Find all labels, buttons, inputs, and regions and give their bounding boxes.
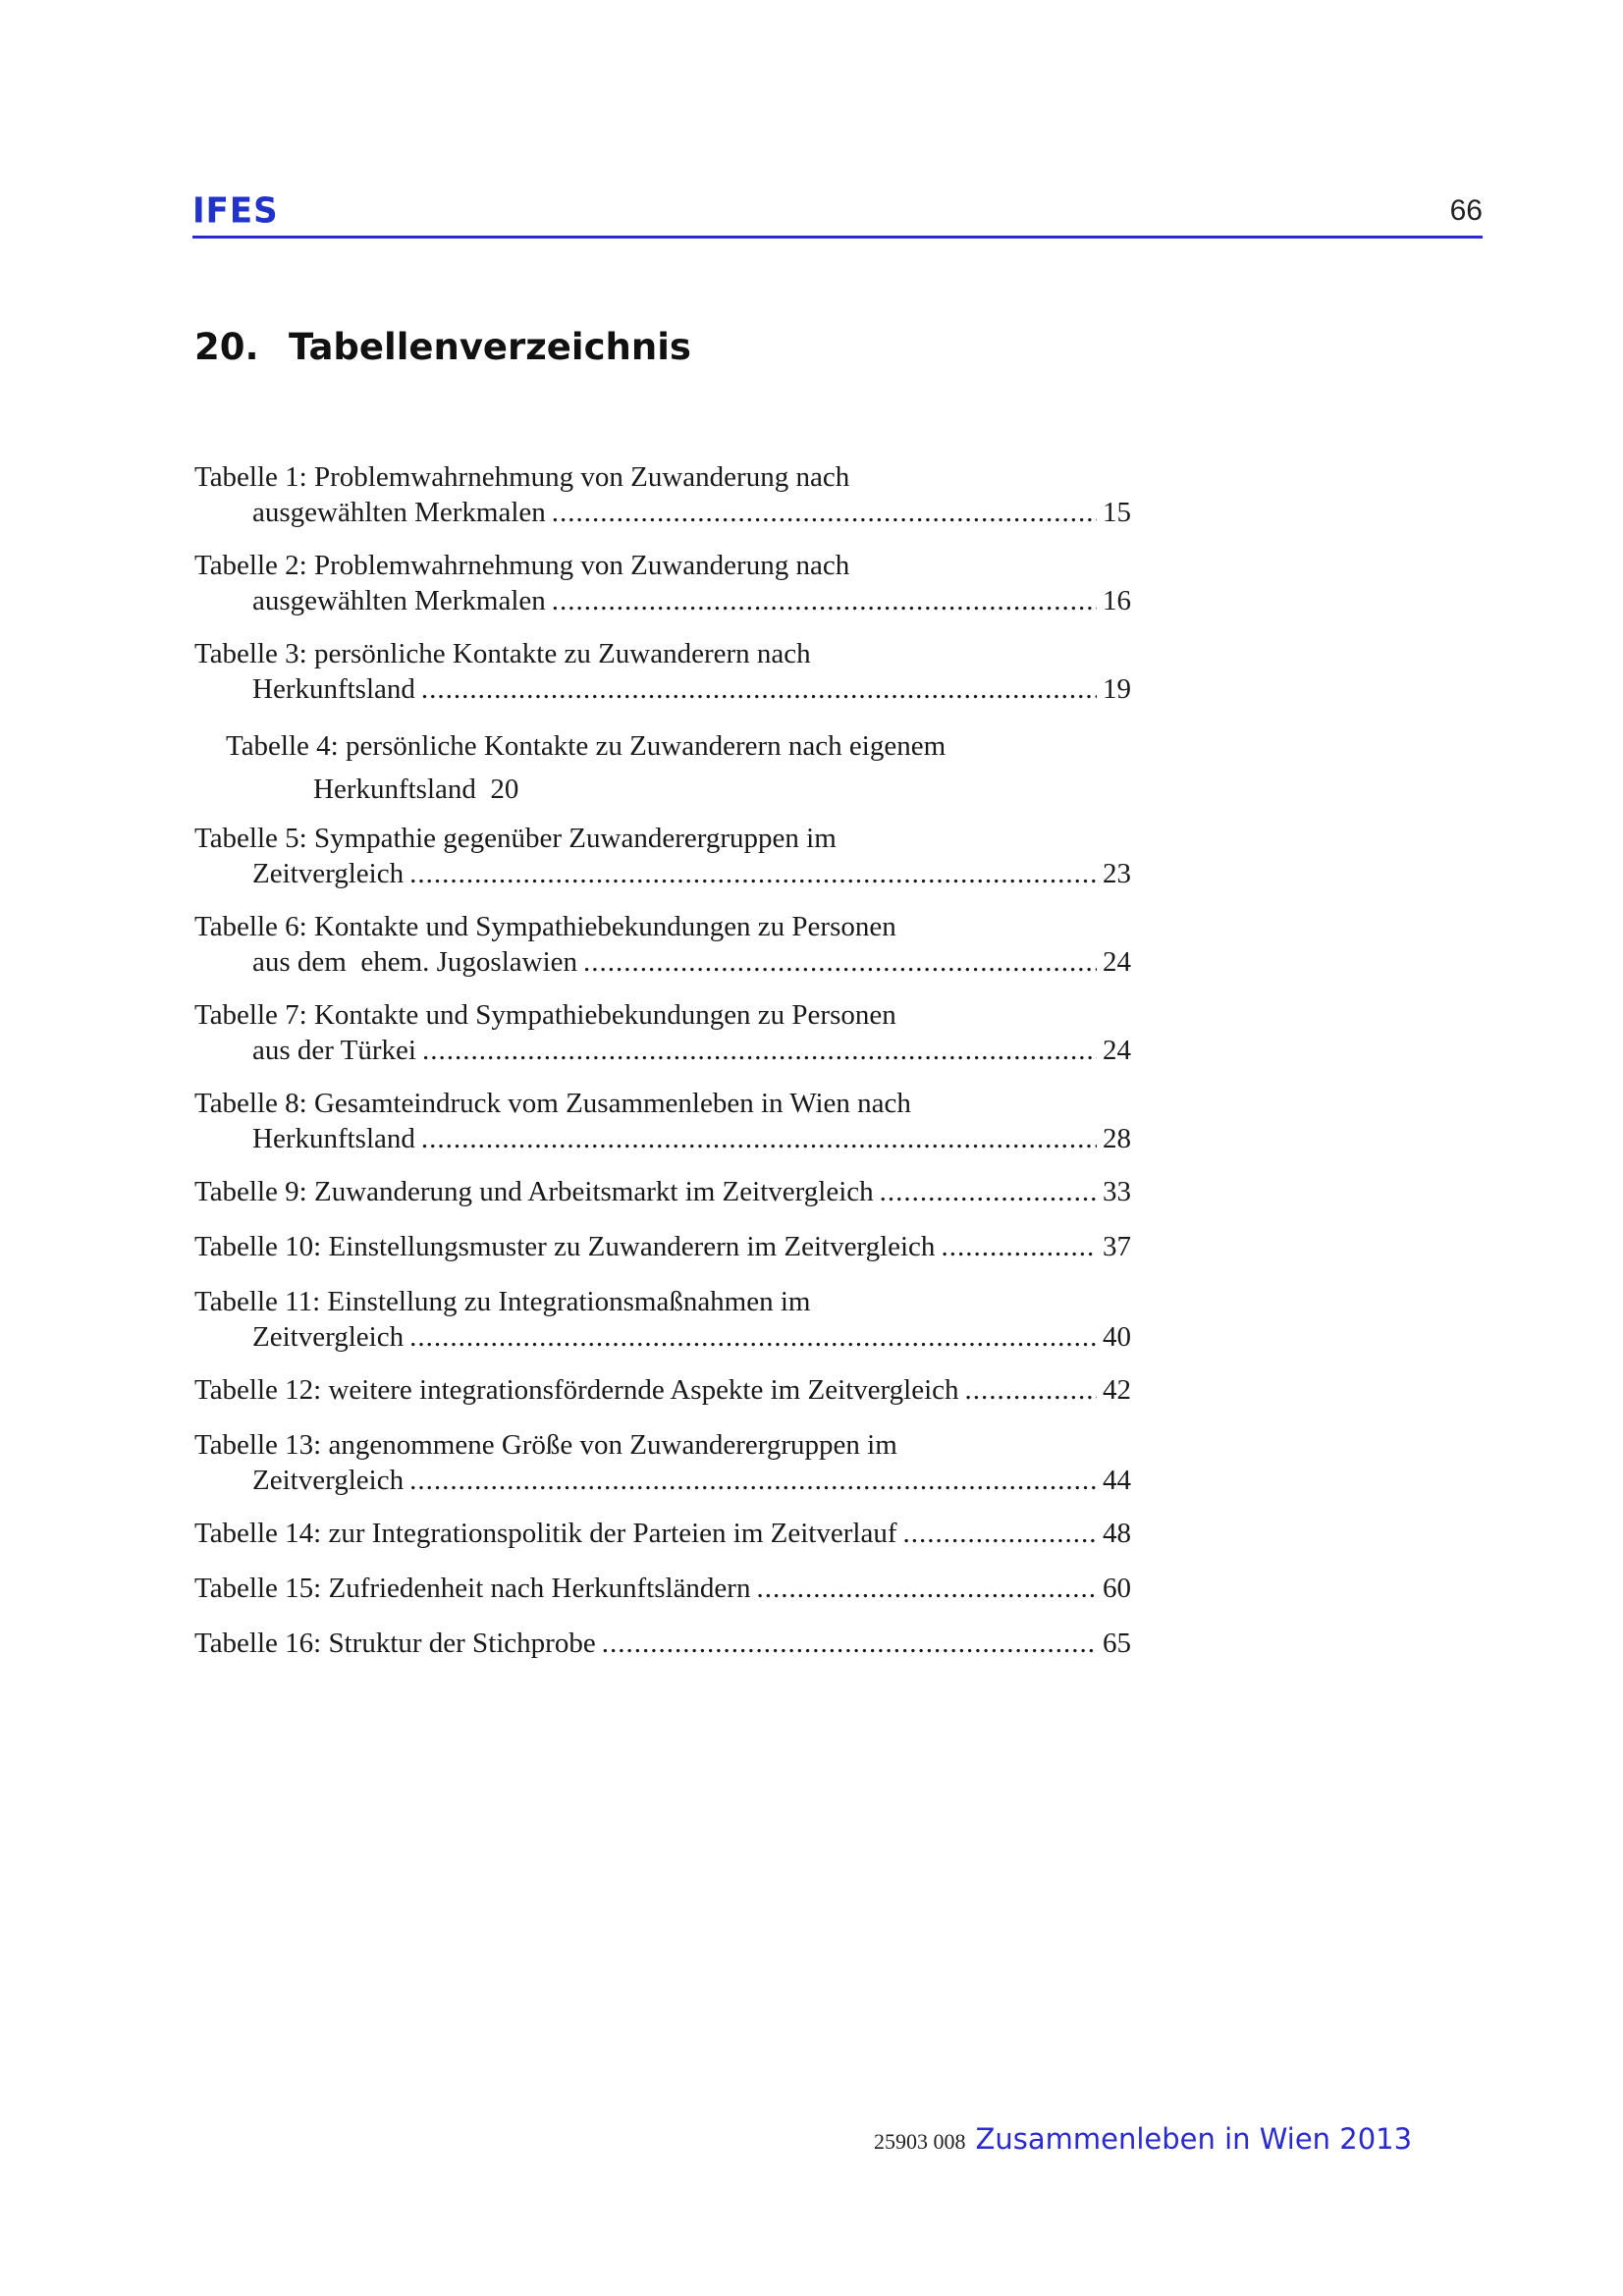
toc-entry-continuation: Herkunftsland (313, 774, 476, 805)
toc-entry[interactable] (194, 459, 1131, 530)
toc-entry-page: 19 (1103, 673, 1131, 705)
toc-entry[interactable] (194, 1086, 1131, 1156)
toc-entry-page: 15 (1103, 497, 1131, 528)
leader-dots (409, 1463, 1097, 1498)
toc-entry-continuation: ausgewählten Merkmalen (252, 585, 546, 616)
toc-entry-title: Tabelle 2: Problemwahrnehmung von Zuwanderung nach (194, 550, 850, 581)
toc-entry-continuation: aus der Türkei (252, 1035, 416, 1066)
toc-entry[interactable] (194, 636, 1131, 707)
toc-entry-title: Tabelle 15: Zufriedenheit nach Herkunftsländern (194, 1573, 751, 1604)
ifes-logo: IFES (192, 190, 279, 232)
toc-entry-title: Tabelle 3: persönliche Kontakte zu Zuwanderern nach (194, 638, 811, 669)
toc-entry-continuation: Herkunftsland (252, 1123, 415, 1154)
footer-code: 25903 008 (874, 2129, 966, 2154)
toc-entry-page: 33 (1103, 1176, 1131, 1207)
toc-entry-page: 24 (1103, 946, 1131, 978)
toc-entry-title: Tabelle 9: Zuwanderung und Arbeitsmarkt im Zeitvergleich (194, 1176, 874, 1207)
toc-entry-title: Tabelle 14: zur Integrationspolitik der Parteien im Zeitverlauf (194, 1518, 897, 1549)
section-number: 20. (194, 326, 259, 368)
toc-entry[interactable] (194, 1174, 1131, 1209)
page-number: 66 (1449, 194, 1483, 227)
toc-entry-page: 24 (1103, 1035, 1131, 1066)
leader-dots (941, 1229, 1097, 1264)
toc-entry-page: 16 (1103, 585, 1131, 616)
toc-entry-page: 48 (1103, 1518, 1131, 1549)
toc-entry-page: 20 (490, 774, 519, 805)
toc-entry-continuation: Zeitvergleich (252, 1321, 405, 1353)
toc-entry-page: 40 (1103, 1321, 1131, 1353)
toc-entry-title: Tabelle 11: Einstellung zu Integrationsmaßnahmen im (194, 1286, 811, 1317)
toc-entry-page: 65 (1103, 1628, 1131, 1659)
section-heading (194, 326, 691, 368)
leader-dots (552, 583, 1097, 618)
toc-entry-continuation: aus dem ehem. Jugoslawien (252, 946, 578, 978)
page-header (192, 192, 1483, 236)
toc-entry[interactable] (194, 1284, 1131, 1355)
leader-dots (880, 1174, 1097, 1209)
toc-entry[interactable] (194, 548, 1131, 618)
toc-entry-page: 42 (1103, 1374, 1131, 1406)
toc-entry-title: Tabelle 12: weitere integrationsfördernde Aspekte im Zeitvergleich (194, 1374, 959, 1406)
toc-entry-continuation: Zeitvergleich (252, 858, 405, 889)
toc-entry-page: 60 (1103, 1573, 1131, 1604)
leader-dots (602, 1626, 1097, 1661)
toc-entry[interactable] (194, 1516, 1131, 1551)
toc-entry[interactable] (194, 997, 1131, 1068)
leader-dots (409, 856, 1097, 891)
leader-dots (421, 1121, 1097, 1156)
table-of-tables (194, 459, 1131, 1661)
toc-entry-page: 37 (1103, 1231, 1131, 1262)
toc-entry-title: Tabelle 16: Struktur der Stichprobe (194, 1628, 596, 1659)
toc-entry-continuation: ausgewählten Merkmalen (252, 497, 546, 528)
toc-entry-page: 28 (1103, 1123, 1131, 1154)
section-title: Tabellenverzeichnis (289, 326, 691, 368)
toc-entry[interactable] (194, 821, 1131, 891)
header-rule (192, 236, 1483, 239)
toc-entry-title: Tabelle 5: Sympathie gegenüber Zuwanderergruppen im (194, 823, 837, 854)
toc-entry-title: Tabelle 7: Kontakte und Sympathiebekundungen zu Personen (194, 999, 896, 1031)
leader-dots (421, 671, 1097, 707)
toc-entry-title: Tabelle 8: Gesamteindruck vom Zusammenleben in Wien nach (194, 1088, 911, 1119)
toc-entry-continuation: Zeitvergleich (252, 1465, 405, 1496)
footer-title: Zusammenleben in Wien 2013 (975, 2122, 1413, 2156)
toc-entry[interactable] (194, 1372, 1131, 1408)
toc-entry-title: Tabelle 6: Kontakte und Sympathiebekundungen zu Personen (194, 911, 896, 942)
toc-entry[interactable] (194, 1626, 1131, 1661)
leader-dots (583, 944, 1097, 980)
toc-entry[interactable] (194, 1229, 1131, 1264)
leader-dots (409, 1319, 1097, 1355)
page-footer (874, 2122, 1412, 2156)
leader-dots (902, 1516, 1097, 1551)
leader-dots (422, 1033, 1097, 1068)
toc-entry-title: Tabelle 10: Einstellungsmuster zu Zuwanderern im Zeitvergleich (194, 1231, 936, 1262)
toc-entry[interactable] (194, 1427, 1131, 1498)
toc-entry[interactable] (194, 909, 1131, 980)
toc-entry-continuation: Herkunftsland (252, 673, 415, 705)
toc-entry-title: Tabelle 4: persönliche Kontakte zu Zuwanderern nach eigenem (226, 730, 947, 762)
toc-entry[interactable] (194, 1571, 1131, 1606)
leader-dots (756, 1571, 1097, 1606)
toc-entry-title: Tabelle 1: Problemwahrnehmung von Zuwanderung nach (194, 461, 850, 493)
toc-entry-title: Tabelle 13: angenommene Größe von Zuwanderergruppen im (194, 1429, 897, 1461)
leader-dots (965, 1372, 1097, 1408)
toc-entry-page: 23 (1103, 858, 1131, 889)
toc-entry[interactable] (194, 724, 1131, 811)
toc-entry-page: 44 (1103, 1465, 1131, 1496)
leader-dots (552, 495, 1097, 530)
